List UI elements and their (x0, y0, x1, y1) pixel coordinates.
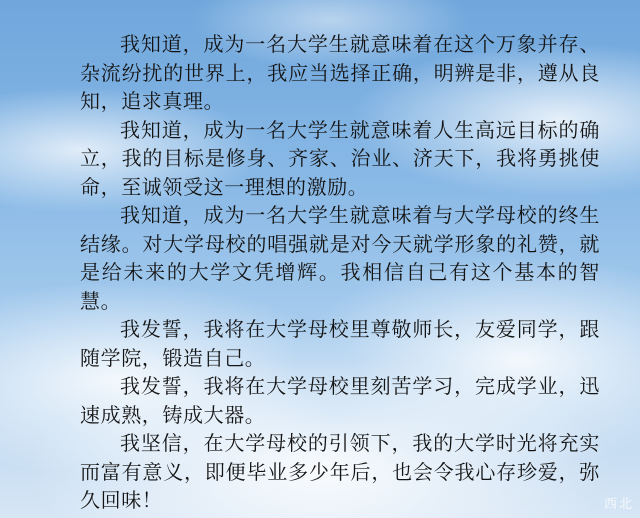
paragraph-6: 我坚信，在大学母校的引领下，我的大学时光将充实而富有意义，即便毕业多少年后，也会令我心存珍爱，弥久回味！ (80, 431, 600, 512)
paragraph-1: 我知道，成为一名大学生就意味着在这个万象并存、杂流纷扰的世界上，我应当选择正确，明辨是非，遵从良知，追求真理。 (80, 32, 600, 113)
watermark: 西北 (603, 497, 634, 512)
paragraph-3: 我知道，成为一名大学生就意味着与大学母校的终生结缘。对大学母校的唱强就是对今天就学形象的礼赞，就是给未来的大学文凭增辉。我相信自己有这个基本的智慧。 (80, 203, 600, 313)
paragraph-2: 我知道，成为一名大学生就意味着人生高远目标的确立，我的目标是修身、齐家、治业、济天下，我将勇挑使命，至诚领受这一理想的激励。 (80, 117, 600, 199)
pledge-text-block (80, 30, 600, 515)
paragraph-4: 我发誓，我将在大学母校里尊敬师长，友爱同学，跟随学院，锻造自己。 (80, 317, 600, 370)
paragraph-5: 我发誓，我将在大学母校里刻苦学习，完成学业，迅速成熟，铸成大器。 (80, 374, 600, 427)
